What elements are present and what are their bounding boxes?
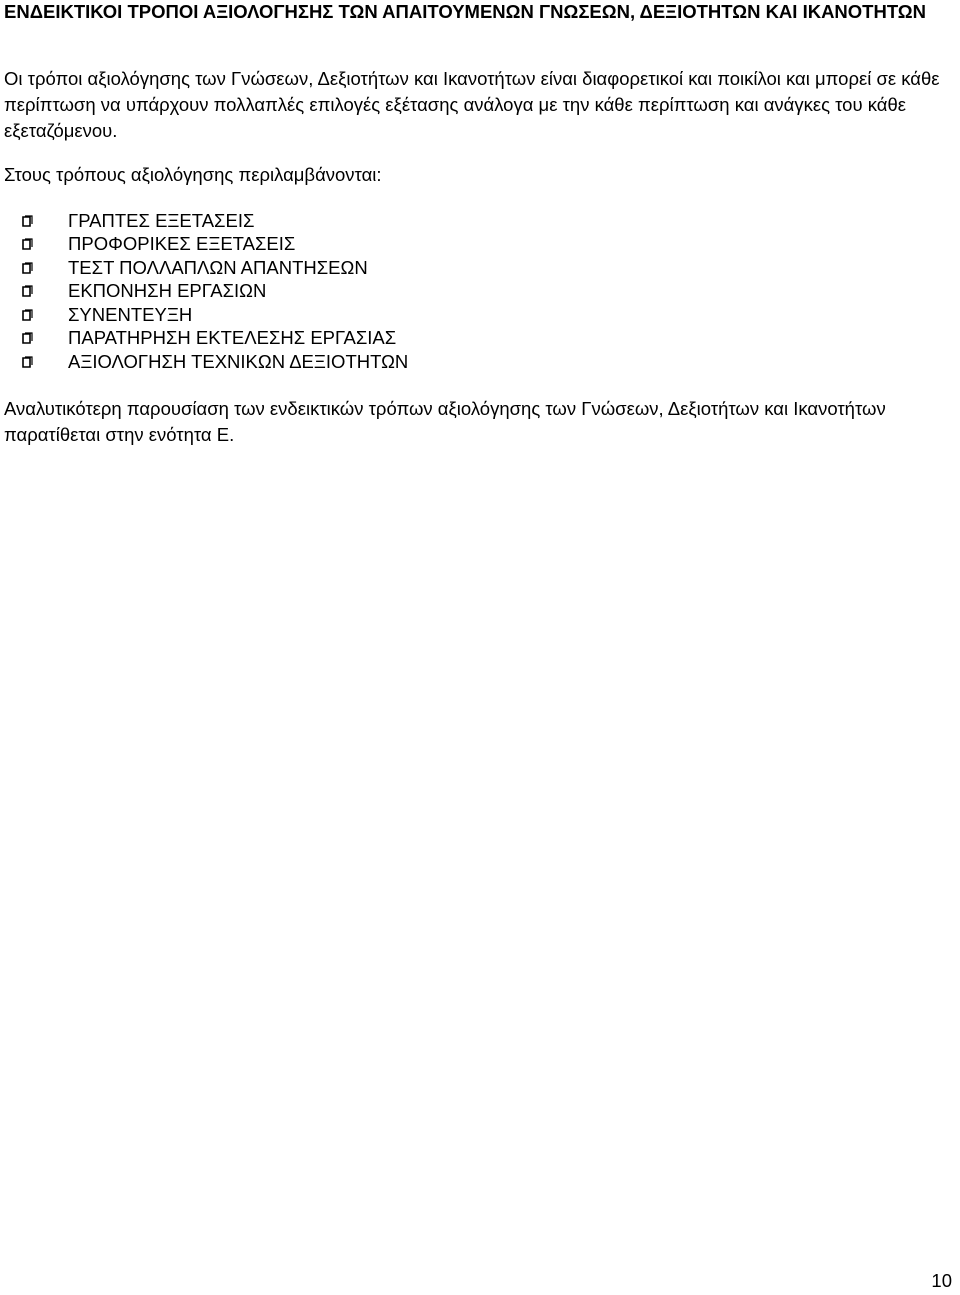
list-item	[22, 327, 408, 351]
list-item-label: ΤΕΣΤ ΠΟΛΛΑΠΛΩΝ ΑΠΑΝΤΗΣΕΩΝ	[68, 256, 368, 278]
square-bullet-icon	[22, 215, 33, 227]
list-item	[22, 303, 408, 327]
list-item	[22, 256, 408, 280]
intro-paragraph: Οι τρόποι αξιολόγησης των Γνώσεων, Δεξιοτήτων και Ικανοτήτων είναι διαφορετικοί και ποικίλοι και μπορεί σε κάθε περίπτωση να υπάρχουν πολλαπλές επιλογές εξέτασης ανάλογα με την κάθε περίπτωση και ανάγκες του κάθε εξεταζόμενου.	[4, 68, 940, 141]
square-bullet-icon	[22, 285, 33, 297]
list-lead-paragraph: Στους τρόπους αξιολόγησης περιλαμβάνονται:	[4, 164, 382, 185]
list-item	[22, 280, 408, 304]
list-item	[22, 233, 408, 257]
list-item-label: ΕΚΠΟΝΗΣΗ ΕΡΓΑΣΙΩΝ	[68, 280, 267, 302]
square-bullet-icon	[22, 238, 33, 250]
outro-paragraph: Αναλυτικότερη παρουσίαση των ενδεικτικών τρόπων αξιολόγησης των Γνώσεων, Δεξιοτήτων και Ικανοτήτων παρατίθεται στην ενότητα Ε.	[4, 398, 886, 445]
list-item-label: ΣΥΝΕΝΤΕΥΞΗ	[68, 303, 193, 325]
list-item-label: ΠΑΡΑΤΗΡΗΣΗ ΕΚΤΕΛΕΣΗΣ ΕΡΓΑΣΙΑΣ	[68, 327, 397, 349]
list-item-label: ΓΡΑΠΤΕΣ ΕΞΕΤΑΣΕΙΣ	[68, 209, 255, 231]
square-bullet-icon	[22, 356, 33, 368]
list-item-label: ΠΡΟΦΟΡΙΚΕΣ ΕΞΕΤΑΣΕΙΣ	[68, 233, 296, 255]
section-heading: ΕΝΔΕΙΚΤΙΚΟΙ ΤΡΟΠΟΙ ΑΞΙΟΛΟΓΗΣΗΣ ΤΩΝ ΑΠΑΙΤΟΥΜΕΝΩΝ ΓΝΩΣΕΩΝ, ΔΕΞΙΟΤΗΤΩΝ ΚΑΙ ΙΚΑΝΟΤΗΤΩΝ	[4, 1, 927, 22]
square-bullet-icon	[22, 332, 33, 344]
square-bullet-icon	[22, 262, 33, 274]
page-number: 10	[931, 1270, 952, 1291]
list-item	[22, 350, 408, 374]
list-item	[22, 209, 408, 233]
list-item-label: ΑΞΙΟΛΟΓΗΣΗ ΤΕΧΝΙΚΩΝ ΔΕΞΙΟΤΗΤΩΝ	[68, 350, 409, 372]
assessment-methods-list	[22, 209, 408, 374]
square-bullet-icon	[22, 309, 33, 321]
